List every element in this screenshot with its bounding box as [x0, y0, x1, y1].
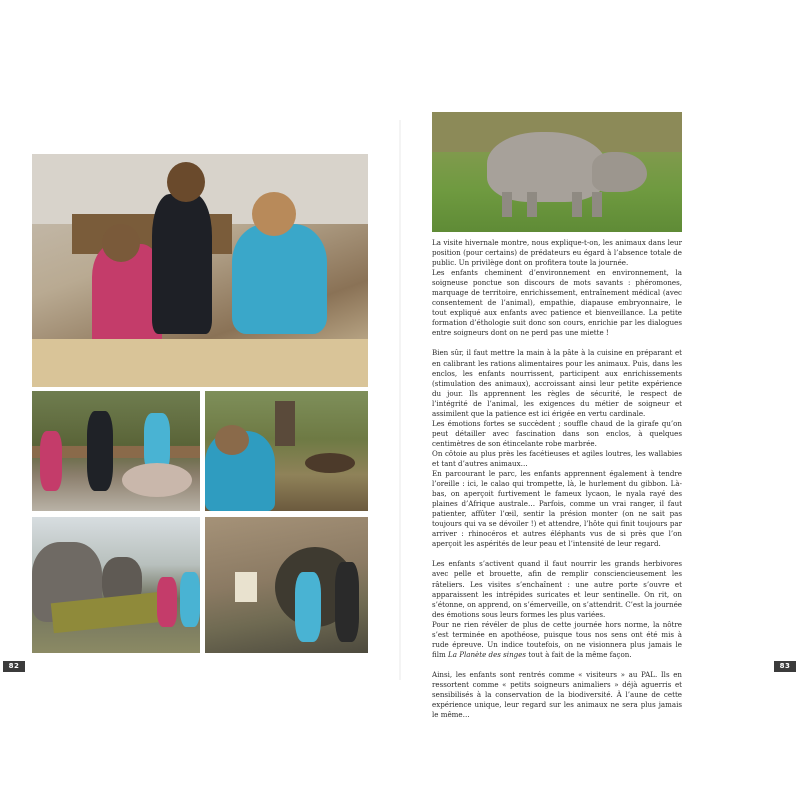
photo-elephants: [32, 517, 200, 653]
photo-cave-sign-visitors: [205, 517, 368, 653]
page-gutter: [399, 120, 401, 680]
film-title: La Planète des singes: [448, 649, 527, 659]
photo-pigs-paddock: [32, 391, 200, 511]
paragraph-2: Les enfants cheminent d’environnement en environnement, la soigneuse ponctue son discours de mots savants : phéromones, marquage de territoire, enrichissement, entraînement médical (avec consentement de l’animal), empathie, diapause embryonnaire, le tout expliqué aux enfants avec patience et bienveillance. La petite formation d’éthologie suit donc son cours, enrichie par les dialogues entre soigneurs dont on ne perd pas une miette !: [432, 268, 682, 338]
paragraph-7: Les enfants s’activent quand il faut nourrir les grands herbivores avec pelle et brouette, afin de remplir consciencieusement les râteliers. Les visites s’enchaînent : une autre porte s’ouvre et apparaissent les intrépides suricates et leur sentinelle. On rit, on s’étonne, on apprend, on s’émerveille, on s’attendrit. C’est la journée des émotions sous leurs formes les plus variées.: [432, 559, 682, 619]
paragraph-3: Bien sûr, il faut mettre la main à la pâte à la cuisine en préparant et en calibrant les rations alimentaires pour les animaux. Puis, dans les enclos, les enfants nourrissent, participent aux enrichissements (stimulation des animaux), accroissant ainsi leur petite expérience du jour. Ils apprennent les règles de sécurité, le respect de l’intégrité de l’animal, les exigences du métier de soigneur et assimilent que la patience est ici érigée en vertu cardinale.: [432, 348, 682, 418]
paragraph-1: La visite hivernale montre, nous explique-t-on, les animaux dans leur position (pour certains) de prédateurs eu égard à l’absence totale de public. Un privilège dont on profitera toute la journée.: [432, 238, 682, 268]
photo-girl-with-camera: [205, 391, 368, 511]
article-body: [432, 238, 682, 720]
page-number-right: 83: [774, 661, 796, 672]
paragraph-8-tail: tout à fait de la même façon.: [526, 649, 632, 659]
paragraph-9: Ainsi, les enfants sont rentrés comme « visiteurs » au PAL. Ils en ressortent comme « petits soigneurs animaliers » déjà aguerris et sensibilisés à la conservation de la biodiversité. À l’aune de cette expérience unique, leur regard sur les animaux ne sera plus jamais le même…: [432, 669, 682, 720]
photo-kids-feeding-enclosure: [32, 154, 368, 387]
paragraph-4: Les émotions fortes se succèdent ; souffle chaud de la girafe qu’on peut détailler avec fascination dans son enclos, à quelques centimètres de son étincelante robe marbrée.: [432, 418, 682, 448]
paragraph-8: [432, 620, 682, 660]
paragraph-5: On côtoie au plus près les facétieuses et agiles loutres, les wallabies et tant d’autres animaux…: [432, 448, 682, 468]
page-number-left: 82: [3, 661, 25, 672]
paragraph-6: En parcourant le parc, les enfants apprennent également à tendre l’oreille : ici, le calao qui trompette, là, le hurlement du gibbon. Là-bas, on aperçoit furtivement le fameux lycaon, le nyala rayé des plaines d’Afrique australe… Parfois, comme un vrai ranger, il faut patienter, affûter l’œil, sentir la présion monter (on ne sait pas toujours qui va se dévoiler !) et attendre, l’hôte qui finit toujours par arriver : rhinocéros et autres éléphants vus de si près que l’on aperçoit les aspérités de leur peau et l’intensité de leur regard.: [432, 469, 682, 549]
photo-rhinoceros: [432, 112, 682, 232]
paragraph-8-text: Pour ne rien révéler de plus de cette journée hors norme, la nôtre s’est terminée en apothéose, puisque tous nos sens ont été mis à rude épreuve. Un indice toutefois, on ne visionnera plus jamais le film: [432, 619, 682, 659]
